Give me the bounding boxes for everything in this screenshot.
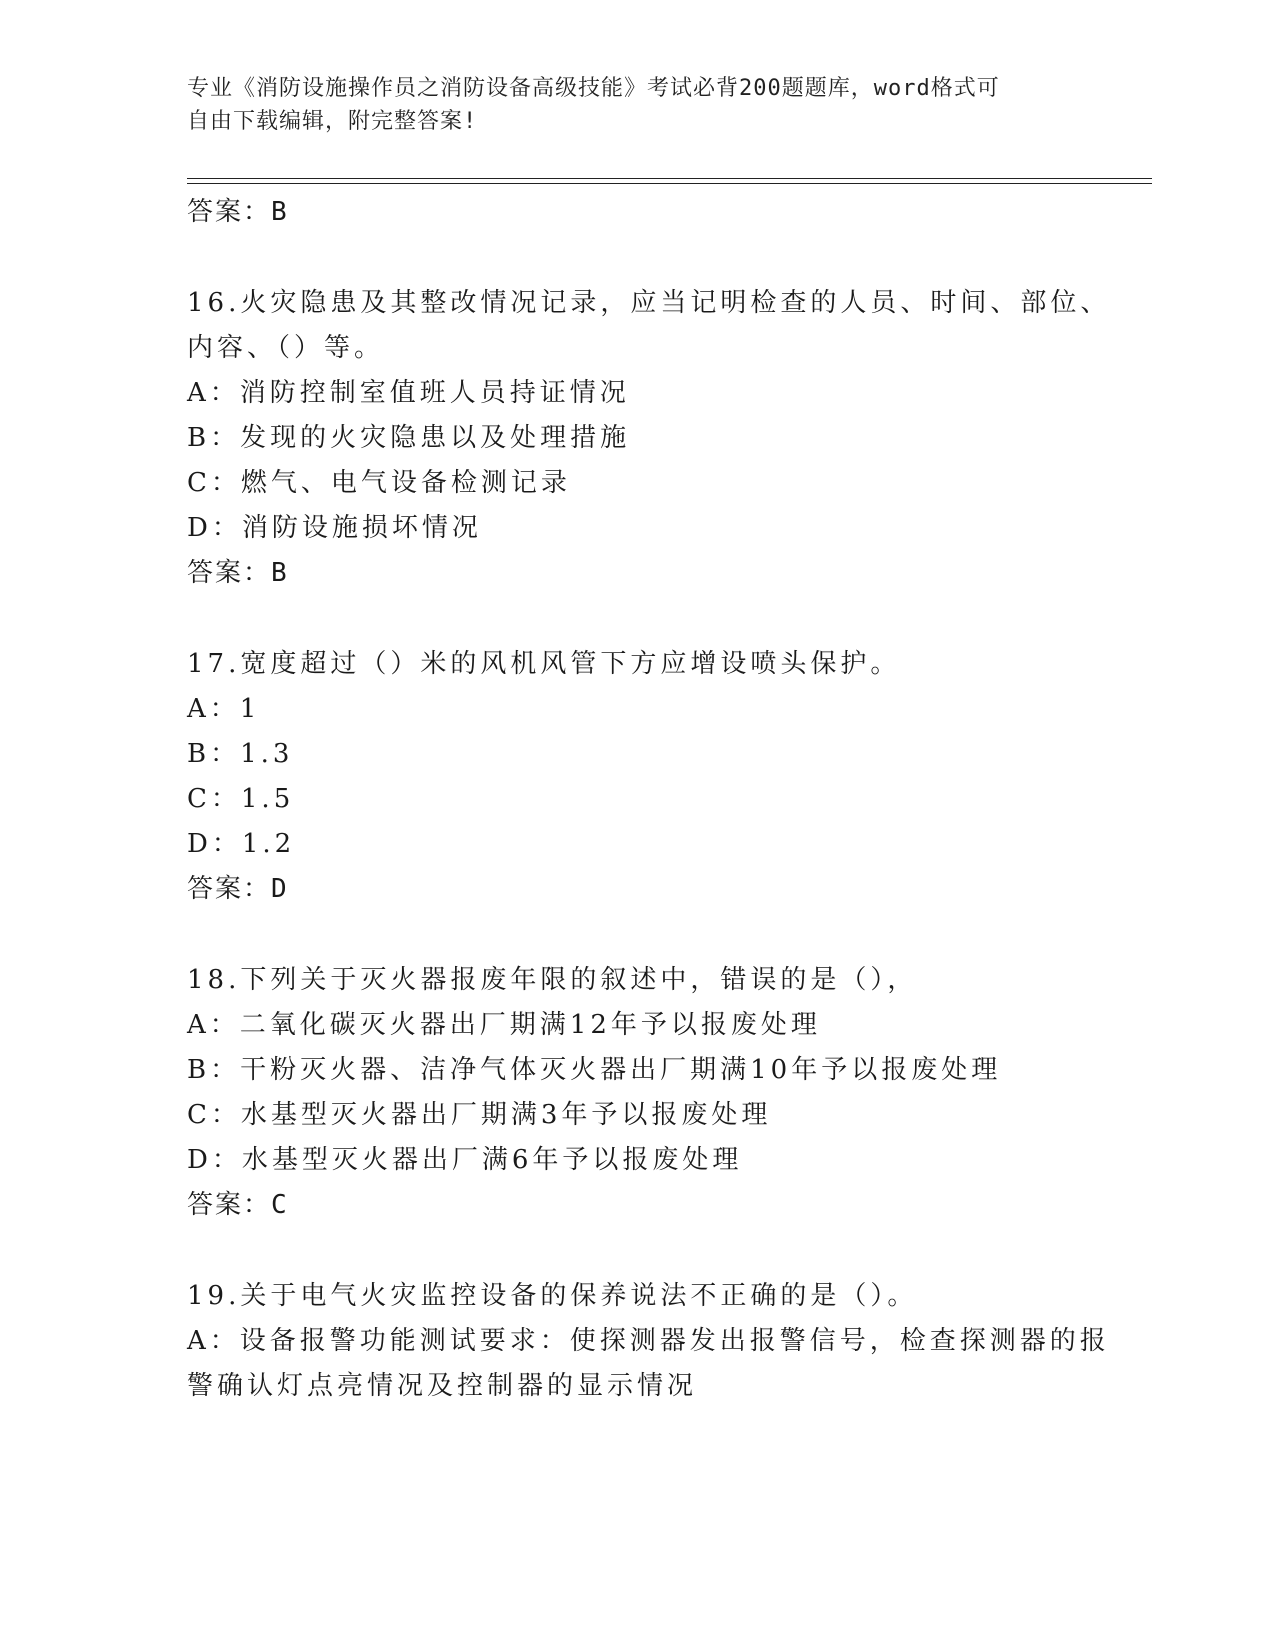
option-d: D：消防设施损坏情况 (187, 513, 482, 543)
question-stem: 16.火灾隐患及其整改情况记录，应当记明检查的人员、时间、部位、 (187, 288, 1111, 318)
answer-16: 答案：B (187, 558, 289, 588)
question-stem: 18.下列关于灭火器报废年限的叙述中，错误的是（）， (187, 965, 918, 995)
option-c: C：水基型灭火器出厂期满3年予以报废处理 (187, 1100, 772, 1130)
header-line-1: 专业《消防设施操作员之消防设备高级技能》考试必背200题题库，word格式可 (187, 76, 1000, 101)
answer-17: 答案：D (187, 874, 289, 904)
option-a: A：二氧化碳灭火器出厂期满12年予以报废处理 (187, 1010, 821, 1040)
option-a: A：消防控制室值班人员持证情况 (187, 378, 630, 408)
header-line-2: 自由下载编辑，附完整答案! (187, 109, 478, 134)
option-b: B：1.3 (187, 739, 294, 769)
document-header (187, 72, 1067, 138)
option-c: C：1.5 (187, 784, 295, 814)
question-18 (187, 958, 1087, 1228)
question-16 (187, 281, 1111, 596)
header-divider-bottom (187, 183, 1152, 184)
answer-15: 答案：B (187, 197, 289, 227)
option-b: B：发现的火灾隐患以及处理措施 (187, 423, 631, 453)
question-stem: 内容、（）等。 (187, 333, 385, 363)
question-list (187, 190, 1111, 1409)
question-17 (187, 642, 1087, 912)
option-d: D：水基型灭火器出厂满6年予以报废处理 (187, 1145, 743, 1175)
question-stem: 19.关于电气火灾监控设备的保养说法不正确的是（）。 (187, 1281, 918, 1311)
question-19 (187, 1274, 1110, 1409)
option-a: A：设备报警功能测试要求：使探测器发出报警信号，检查探测器的报 (187, 1326, 1110, 1356)
answer-18: 答案：C (187, 1190, 289, 1220)
header-divider-top (187, 178, 1152, 179)
option-a-continued: 警确认灯点亮情况及控制器的显示情况 (187, 1371, 698, 1401)
option-a: A：1 (187, 694, 261, 724)
option-c: C：燃气、电气设备检测记录 (187, 468, 571, 498)
option-d: D：1.2 (187, 829, 296, 859)
question-stem: 17.宽度超过（）米的风机风管下方应增设喷头保护。 (187, 649, 901, 679)
option-b: B：干粉灭火器、洁净气体灭火器出厂期满10年予以报废处理 (187, 1055, 1002, 1085)
